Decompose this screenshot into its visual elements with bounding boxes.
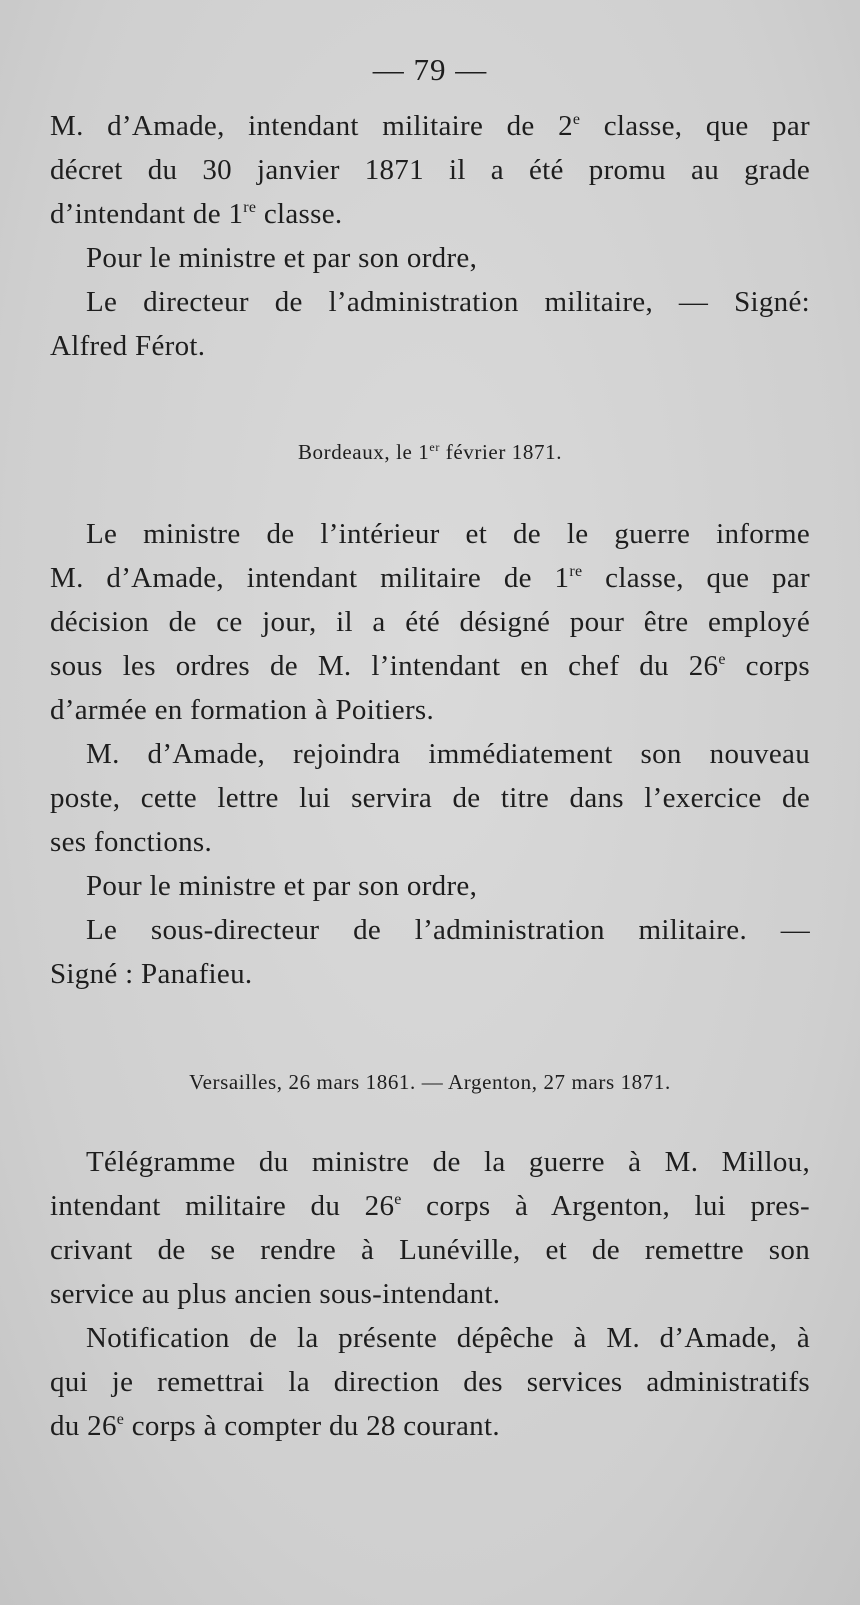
signature-line: Alfred Férot. [50, 330, 206, 362]
text-line: M. d’Amade, rejoindra immédiatement son nouveau [86, 738, 810, 770]
text-line: Le sous-directeur de l’administration militaire. — [86, 914, 810, 946]
text-line: service au plus ancien sous-intendant. [50, 1278, 501, 1310]
text-line: du 26e corps à compter du 28 courant. [50, 1410, 500, 1442]
text-line: crivant de se rendre à Lunéville, et de remettre son [50, 1234, 810, 1266]
dateline-versailles: Versailles, 26 mars 1861. — Argenton, 27 mars 1871. [189, 1070, 671, 1094]
text-line: ses fonctions. [50, 826, 213, 858]
text-line: M. d’Amade, intendant militaire de 1re classe, que par [50, 562, 810, 594]
text-line: Pour le ministre et par son ordre, [86, 870, 478, 902]
text-line: Télégramme du ministre de la guerre à M. Millou, [86, 1146, 810, 1178]
text-line: d’armée en formation à Poitiers. [50, 694, 435, 726]
dateline-bordeaux: Bordeaux, le 1er février 1871. [297, 440, 563, 464]
text-line: M. d’Amade, intendant militaire de 2e classe, que par [50, 110, 810, 142]
text-line: décret du 30 janvier 1871 il a été promu au grade [50, 154, 810, 186]
text-line: Notification de la présente dépêche à M. d’Amade, à [86, 1322, 810, 1354]
text-line: qui je remettrai la direction des services administratifs [50, 1366, 810, 1398]
text-line: intendant militaire du 26e corps à Argenton, lui pres- [50, 1190, 810, 1222]
text-line: poste, cette lettre lui servira de titre dans l’exercice de [50, 782, 810, 814]
text-line: Pour le ministre et par son ordre, [86, 242, 478, 274]
text-line: Le ministre de l’intérieur et de le guerre informe [86, 518, 810, 550]
signature-line: Signé : Panafieu. [50, 958, 253, 990]
text-line: sous les ordres de M. l’intendant en chef du 26e corps [50, 650, 810, 682]
paragraph-promotion-decree [50, 104, 810, 368]
text-line: d’intendant de 1re classe. [50, 198, 343, 230]
paragraph-assignment [50, 512, 810, 996]
text-line: Le directeur de l’administration militaire, — Signé: [86, 286, 810, 318]
paragraph-telegram [50, 1140, 810, 1448]
page-number: — 79 — [372, 52, 488, 87]
text-line: décision de ce jour, il a été désigné pour être employé [50, 606, 810, 638]
